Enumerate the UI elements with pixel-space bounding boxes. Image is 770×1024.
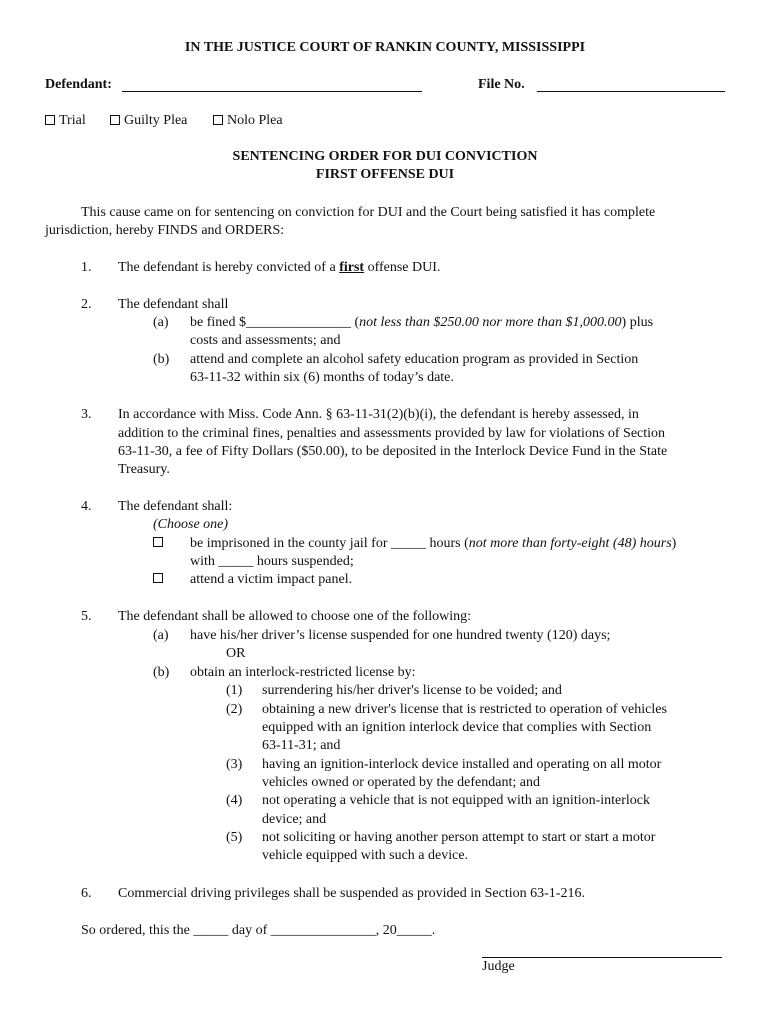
item-1-number: 1. bbox=[81, 260, 92, 275]
item-5a-label: (a) bbox=[153, 628, 169, 643]
item-2-lead: The defendant shall bbox=[118, 297, 229, 312]
item-5b-sub-4-line-1: not operating a vehicle that is not equipped with an ignition-interlock bbox=[262, 793, 651, 808]
item-5b-sub-3-label: (3) bbox=[226, 757, 243, 772]
judge-signature-line[interactable] bbox=[482, 956, 722, 958]
item-2b-label: (b) bbox=[153, 352, 170, 367]
checkbox-icon[interactable] bbox=[45, 115, 55, 125]
item-5-or: OR bbox=[226, 646, 246, 661]
item-4-option-1-line2: with _____ hours suspended; bbox=[190, 554, 354, 569]
file-no-field[interactable] bbox=[537, 78, 725, 92]
item-3-line-2: addition to the criminal fines, penalties and assessments provided by law for violations of Section bbox=[118, 426, 666, 441]
item-5b-sub-5-label: (5) bbox=[226, 830, 243, 845]
item-3-line-3: 63-11-30, a fee of Fifty Dollars ($50.00), to be deposited in the Interlock Device Fund in the State bbox=[118, 444, 668, 459]
item-5b-sub-2-line-2: equipped with an ignition interlock device that complies with Section bbox=[262, 720, 652, 735]
item-5b-sub-2-line-3: 63-11-31; and bbox=[262, 738, 341, 753]
item-5b-sub-3-line-2: vehicles owned or operated by the defendant; and bbox=[262, 775, 540, 790]
item-4-lead: The defendant shall: bbox=[118, 499, 233, 514]
file-no-label: File No. bbox=[478, 77, 525, 92]
item-5a-text: have his/her driver’s license suspended for one hundred twenty (120) days; bbox=[190, 628, 611, 643]
court-heading: IN THE JUSTICE COURT OF RANKIN COUNTY, MISSISSIPPI bbox=[184, 40, 586, 55]
checkbox-icon[interactable] bbox=[110, 115, 120, 125]
item-5b-sub-5-line-1: not soliciting or having another person attempt to start or start a motor bbox=[262, 830, 656, 845]
checkbox-icon[interactable] bbox=[153, 537, 163, 547]
item-1-text: The defendant is hereby convicted of a first offense DUI. bbox=[118, 260, 441, 275]
item-2a-fine: be fined $_______________ (not less than $250.00 nor more than $1,000.00) plus bbox=[190, 315, 654, 330]
item-6-text: Commercial driving privileges shall be suspended as provided in Section 63-1-216. bbox=[118, 886, 585, 901]
item-4-option-1-checkbox[interactable] bbox=[153, 535, 163, 553]
item-5b-label: (b) bbox=[153, 665, 170, 680]
plea-option-trial[interactable]: Trial bbox=[45, 112, 86, 130]
plea-option-guilty[interactable]: Guilty Plea bbox=[110, 112, 187, 130]
item-5b-sub-1-label: (1) bbox=[226, 683, 243, 698]
order-subtitle: FIRST OFFENSE DUI bbox=[315, 167, 455, 182]
item-2b-line1: attend and complete an alcohol safety education program as provided in Section bbox=[190, 352, 639, 367]
judge-label: Judge bbox=[482, 959, 515, 974]
item-5b-text: obtain an interlock-restricted license by: bbox=[190, 665, 416, 680]
item-4-option-2-checkbox[interactable] bbox=[153, 571, 163, 589]
checkbox-icon[interactable] bbox=[213, 115, 223, 125]
checkbox-icon[interactable] bbox=[153, 573, 163, 583]
so-ordered-line: So ordered, this the _____ day of _______________, 20_____. bbox=[81, 923, 436, 938]
item-2a-line2: costs and assessments; and bbox=[190, 333, 341, 348]
item-5b-sub-1-line-1: surrendering his/her driver's license to be voided; and bbox=[262, 683, 562, 698]
order-title: SENTENCING ORDER FOR DUI CONVICTION bbox=[232, 149, 538, 164]
defendant-label: Defendant: bbox=[45, 77, 112, 92]
plea-option-nolo[interactable]: Nolo Plea bbox=[213, 112, 283, 130]
item-5b-sub-3-line-1: having an ignition-interlock device installed and operating on all motor bbox=[262, 757, 662, 772]
item-2b-line2: 63-11-32 within six (6) months of today’s date. bbox=[190, 370, 454, 385]
item-3-line-1: In accordance with Miss. Code Ann. § 63-11-31(2)(b)(i), the defendant is hereby assessed, in bbox=[118, 407, 639, 422]
defendant-field[interactable] bbox=[122, 78, 422, 92]
item-5b-sub-2-label: (2) bbox=[226, 702, 243, 717]
item-2a-label: (a) bbox=[153, 315, 169, 330]
item-6-number: 6. bbox=[81, 886, 92, 901]
item-3-number: 3. bbox=[81, 407, 92, 422]
item-5b-sub-4-line-2: device; and bbox=[262, 812, 327, 827]
item-5-number: 5. bbox=[81, 609, 92, 624]
item-5b-sub-2-line-1: obtaining a new driver's license that is restricted to operation of vehicles bbox=[262, 702, 667, 717]
item-5-lead: The defendant shall be allowed to choose one of the following: bbox=[118, 609, 472, 624]
intro-line-2: jurisdiction, hereby FINDS and ORDERS: bbox=[45, 223, 285, 238]
item-5b-sub-5-line-2: vehicle equipped with such a device. bbox=[262, 848, 469, 863]
intro-line-1: This cause came on for sentencing on conviction for DUI and the Court being satisfied it has complete bbox=[81, 205, 656, 220]
item-4-option-2: attend a victim impact panel. bbox=[190, 572, 353, 587]
item-4-option-1: be imprisoned in the county jail for _____ hours (not more than forty-eight (48) hours) bbox=[190, 536, 677, 551]
item-4-number: 4. bbox=[81, 499, 92, 514]
item-3-line-4: Treasury. bbox=[118, 462, 170, 477]
item-2-number: 2. bbox=[81, 297, 92, 312]
item-4-choose: (Choose one) bbox=[153, 517, 229, 532]
item-5b-sub-4-label: (4) bbox=[226, 793, 243, 808]
